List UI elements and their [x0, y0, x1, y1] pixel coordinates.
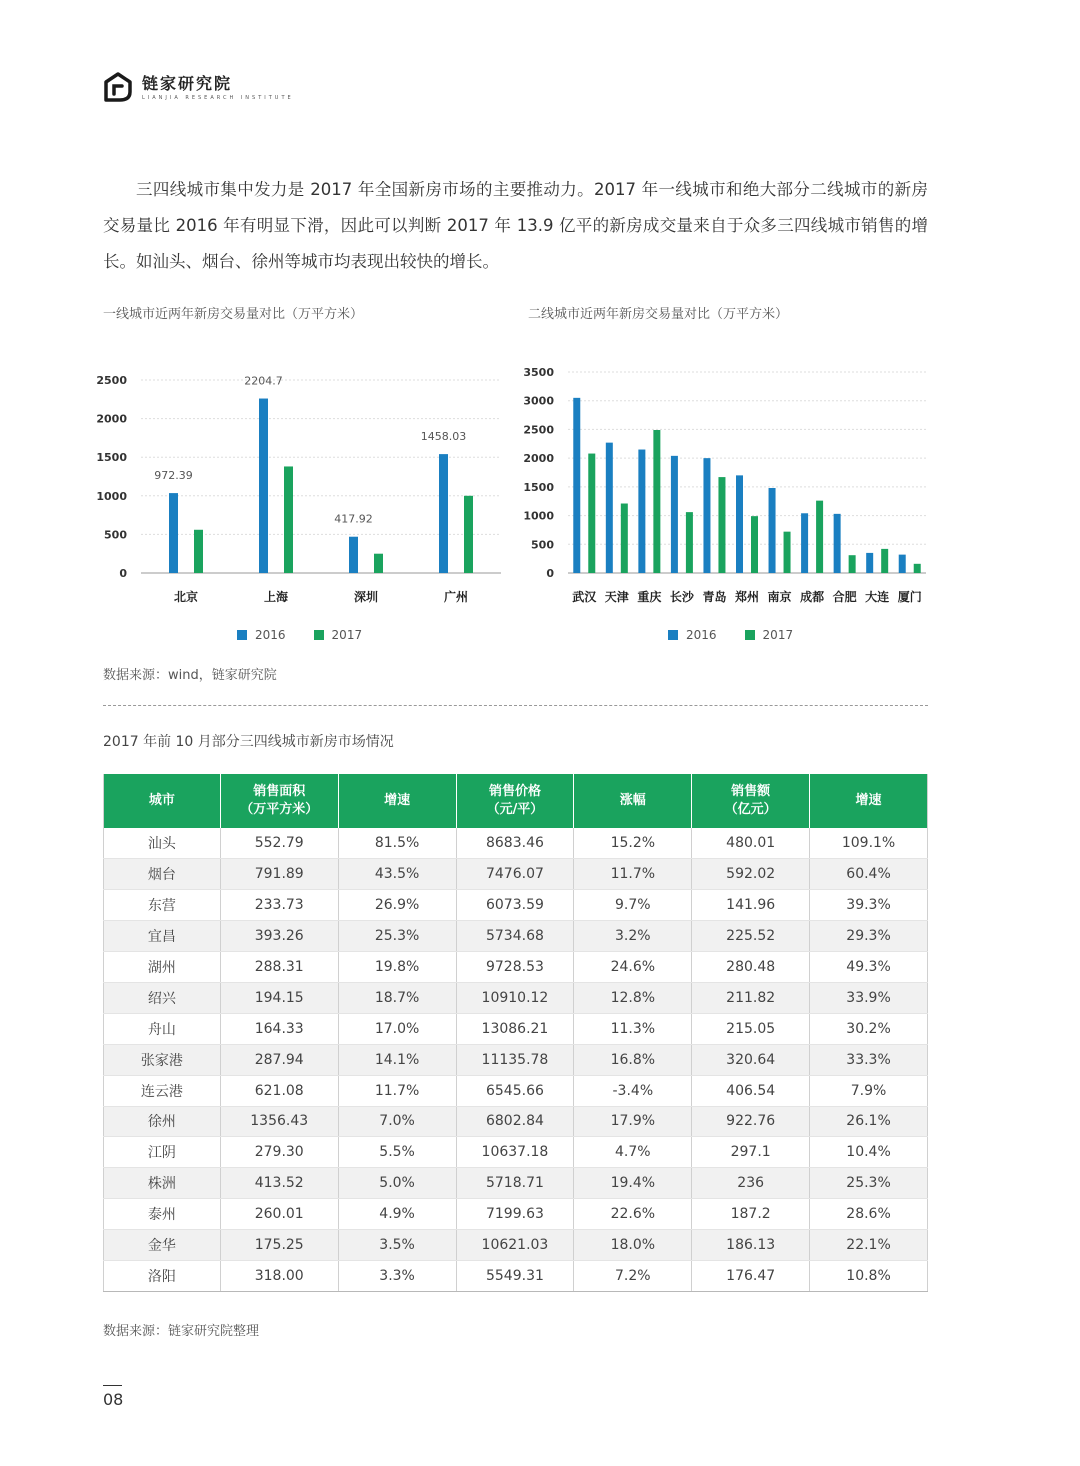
- bar-data-label: 1458.03: [420, 430, 467, 444]
- cell-area-growth: 81.5%: [338, 828, 456, 859]
- cell-price-change: 19.4%: [574, 1168, 692, 1199]
- cell-sales-amount: 186.13: [692, 1230, 810, 1261]
- header-label: 城市: [148, 793, 175, 808]
- bar-2017: [816, 501, 823, 573]
- cell-amount-growth: 60.4%: [810, 859, 928, 890]
- table-body: [104, 828, 928, 1291]
- page-number-rule: [103, 1385, 122, 1386]
- cell-area-growth: 3.5%: [338, 1230, 456, 1261]
- bar-2017: [686, 512, 693, 573]
- cell-city: 金华: [104, 1230, 221, 1261]
- cell-price-change: -3.4%: [574, 1075, 692, 1106]
- header-unit: （万平方米）: [240, 802, 319, 817]
- cell-area-growth: 11.7%: [338, 1075, 456, 1106]
- cell-price-change: 9.7%: [574, 890, 692, 921]
- table-row: [104, 1137, 928, 1168]
- cell-amount-growth: 26.1%: [810, 1106, 928, 1137]
- y-tick-label: 2500: [96, 374, 127, 387]
- cell-price-change: 7.2%: [574, 1260, 692, 1291]
- cell-price: 6545.66: [456, 1075, 574, 1106]
- y-tick-label: 500: [531, 538, 554, 552]
- y-tick-label: 1500: [523, 480, 554, 494]
- cell-price-change: 22.6%: [574, 1199, 692, 1230]
- cell-amount-growth: 7.9%: [810, 1075, 928, 1106]
- y-tick-label: 500: [104, 528, 127, 542]
- table-row: [104, 1106, 928, 1137]
- header-label: 销售价格: [488, 784, 541, 799]
- bar-2016: [671, 456, 678, 573]
- cell-sales-area: 260.01: [220, 1199, 338, 1230]
- lianjia-logo-icon: [100, 70, 136, 106]
- cell-sales-area: 791.89: [220, 859, 338, 890]
- cell-amount-growth: 109.1%: [810, 828, 928, 859]
- cell-sales-amount: 187.2: [692, 1199, 810, 1230]
- table-row: [104, 1044, 928, 1075]
- y-tick-label: 0: [119, 567, 127, 580]
- table-row: [104, 1168, 928, 1199]
- chart1: [96, 355, 503, 619]
- x-category-label: 天津: [604, 590, 629, 604]
- cell-sales-area: 175.25: [220, 1230, 338, 1261]
- bar-2017: [588, 454, 595, 573]
- cell-sales-area: 233.73: [220, 890, 338, 921]
- bar-2016: [638, 450, 645, 573]
- legend-swatch-2016: [237, 630, 247, 640]
- bar-2016: [736, 475, 743, 573]
- cell-price: 10910.12: [456, 982, 574, 1013]
- bar-2017: [784, 532, 791, 573]
- table-row: [104, 921, 928, 952]
- cell-amount-growth: 29.3%: [810, 921, 928, 952]
- header-price-change: [574, 774, 692, 828]
- cell-price-change: 17.9%: [574, 1106, 692, 1137]
- table-row: [104, 952, 928, 983]
- y-tick-label: 1000: [96, 489, 127, 503]
- cell-price-change: 16.8%: [574, 1044, 692, 1075]
- cell-sales-area: 279.30: [220, 1137, 338, 1168]
- header-price: [456, 774, 574, 828]
- cell-sales-area: 552.79: [220, 828, 338, 859]
- header-area-growth: [338, 774, 456, 828]
- bar-2016: [834, 514, 841, 573]
- cell-area-growth: 18.7%: [338, 982, 456, 1013]
- cell-price-change: 11.7%: [574, 859, 692, 890]
- bar-2016: [866, 553, 873, 573]
- x-category-label: 青岛: [702, 590, 727, 604]
- brand-subtitle: LIANJIA RESEARCH INSTITUTE: [142, 94, 294, 101]
- table-row: [104, 890, 928, 921]
- table-row: [104, 1260, 928, 1291]
- table-row: [104, 1199, 928, 1230]
- bar-2017: [653, 430, 660, 573]
- cell-area-growth: 43.5%: [338, 859, 456, 890]
- cell-price: 8683.46: [456, 828, 574, 859]
- table-row: [104, 859, 928, 890]
- page-number: 08: [103, 1390, 124, 1409]
- cell-city: 江阴: [104, 1137, 221, 1168]
- cell-price-change: 24.6%: [574, 952, 692, 983]
- bar-2017: [194, 530, 203, 573]
- y-tick-label: 1500: [96, 451, 127, 465]
- bar-2017: [621, 504, 628, 573]
- cell-amount-growth: 25.3%: [810, 1168, 928, 1199]
- header-unit: （亿元）: [724, 802, 777, 817]
- y-tick-label: 1000: [523, 509, 554, 523]
- cell-sales-amount: 922.76: [692, 1106, 810, 1137]
- cell-city: 徐州: [104, 1106, 221, 1137]
- bar-2017: [718, 477, 725, 573]
- cell-sales-area: 393.26: [220, 921, 338, 952]
- table-row: [104, 1230, 928, 1261]
- legend-label-2017: 2017: [762, 628, 794, 642]
- bar-data-label: 2204.7: [244, 374, 283, 388]
- x-category-label: 上海: [263, 590, 289, 604]
- legend-label-2017: 2017: [331, 628, 363, 642]
- y-tick-label: 2500: [523, 423, 554, 437]
- legend-item-2016: [237, 628, 286, 642]
- x-category-label: 南京: [767, 590, 792, 604]
- header: [100, 68, 294, 108]
- bar-2016: [439, 454, 448, 573]
- chart2: [523, 355, 928, 619]
- cell-amount-growth: 22.1%: [810, 1230, 928, 1261]
- cell-price: 7476.07: [456, 859, 574, 890]
- cell-price-change: 12.8%: [574, 982, 692, 1013]
- cell-price-change: 11.3%: [574, 1013, 692, 1044]
- cell-sales-amount: 480.01: [692, 828, 810, 859]
- cell-sales-amount: 141.96: [692, 890, 810, 921]
- cell-price-change: 4.7%: [574, 1137, 692, 1168]
- bar-2017: [849, 555, 856, 573]
- cell-area-growth: 7.0%: [338, 1106, 456, 1137]
- cell-sales-amount: 320.64: [692, 1044, 810, 1075]
- cell-city: 东营: [104, 890, 221, 921]
- cell-price: 5718.71: [456, 1168, 574, 1199]
- cell-city: 湖州: [104, 952, 221, 983]
- cell-area-growth: 5.5%: [338, 1137, 456, 1168]
- cell-price: 10621.03: [456, 1230, 574, 1261]
- section-divider: [103, 705, 928, 706]
- cell-price: 10637.18: [456, 1137, 574, 1168]
- y-tick-label: 0: [546, 567, 554, 580]
- chart1-title: 一线城市近两年新房交易量对比（万平方米）: [103, 307, 364, 322]
- table-row: [104, 1013, 928, 1044]
- cell-area-growth: 14.1%: [338, 1044, 456, 1075]
- y-tick-label: 2000: [96, 412, 127, 426]
- brand-name: 链家研究院: [142, 73, 233, 93]
- cell-city: 株洲: [104, 1168, 221, 1199]
- x-category-label: 重庆: [637, 590, 662, 604]
- cell-price: 6073.59: [456, 890, 574, 921]
- cell-price-change: 15.2%: [574, 828, 692, 859]
- table-header-row: [104, 774, 928, 828]
- cell-city: 汕头: [104, 828, 221, 859]
- cell-sales-amount: 406.54: [692, 1075, 810, 1106]
- table-title: 2017 年前 10 月部分三四线城市新房市场情况: [103, 734, 394, 750]
- bar-2016: [349, 537, 358, 573]
- bar-2017: [464, 496, 473, 573]
- chart2-title: 二线城市近两年新房交易量对比（万平方米）: [528, 307, 789, 322]
- cell-sales-area: 288.31: [220, 952, 338, 983]
- cell-sales-amount: 225.52: [692, 921, 810, 952]
- legend-swatch-2017: [314, 630, 324, 640]
- cell-area-growth: 3.3%: [338, 1260, 456, 1291]
- legend-item-2017: [314, 628, 363, 642]
- intro-paragraph: 三四线城市集中发力是 2017 年全国新房市场的主要推动力。2017 年一线城市和绝大部分二线城市的新房交易量比 2016 年有明显下滑，因此可以判断 2017 年 13.9 亿平的新房成交量来自于众多三四线城市销售的增长。如汕头、烟台、徐州等城市均表现出较快的增长。: [103, 180, 928, 271]
- chart2-legend: [668, 628, 793, 642]
- bar-2016: [899, 555, 906, 573]
- header-label: 销售面积: [253, 784, 306, 799]
- cell-amount-growth: 49.3%: [810, 952, 928, 983]
- legend-swatch-2017: [745, 630, 755, 640]
- cell-city: 洛阳: [104, 1260, 221, 1291]
- cell-sales-area: 1356.43: [220, 1106, 338, 1137]
- chart1-svg: [96, 355, 503, 615]
- cell-area-growth: 5.0%: [338, 1168, 456, 1199]
- header-label: 增速: [855, 793, 882, 808]
- chart2-svg: [523, 355, 928, 615]
- cell-area-growth: 4.9%: [338, 1199, 456, 1230]
- x-category-label: 北京: [173, 590, 199, 604]
- cell-price: 11135.78: [456, 1044, 574, 1075]
- cell-city: 宜昌: [104, 921, 221, 952]
- cell-sales-amount: 280.48: [692, 952, 810, 983]
- cell-city: 张家港: [104, 1044, 221, 1075]
- cell-sales-amount: 236: [692, 1168, 810, 1199]
- bar-2016: [801, 513, 808, 573]
- x-category-label: 成都: [800, 590, 825, 604]
- table-row: [104, 1075, 928, 1106]
- cell-city: 烟台: [104, 859, 221, 890]
- cell-sales-area: 318.00: [220, 1260, 338, 1291]
- cell-amount-growth: 33.3%: [810, 1044, 928, 1075]
- bar-2016: [606, 443, 613, 573]
- bar-2016: [259, 399, 268, 573]
- cell-area-growth: 26.9%: [338, 890, 456, 921]
- cell-sales-area: 164.33: [220, 1013, 338, 1044]
- x-category-label: 大连: [865, 590, 890, 604]
- legend-label-2016: 2016: [686, 628, 717, 642]
- table-source-note: 数据来源：链家研究院整理: [103, 1324, 260, 1339]
- bar-2016: [573, 398, 580, 573]
- cell-amount-growth: 10.4%: [810, 1137, 928, 1168]
- header-unit: （元/平）: [486, 802, 544, 817]
- legend-label-2016: 2016: [255, 628, 286, 642]
- x-category-label: 郑州: [734, 590, 760, 604]
- bar-2017: [751, 516, 758, 573]
- header-city: [104, 774, 221, 828]
- cell-city: 舟山: [104, 1013, 221, 1044]
- legend-swatch-2016: [668, 630, 678, 640]
- header-label: 涨幅: [619, 793, 646, 808]
- chart1-legend: [237, 628, 362, 642]
- cell-price-change: 3.2%: [574, 921, 692, 952]
- cell-price: 6802.84: [456, 1106, 574, 1137]
- legend-item-2016: [668, 628, 717, 642]
- cell-amount-growth: 10.8%: [810, 1260, 928, 1291]
- cell-price: 13086.21: [456, 1013, 574, 1044]
- cell-city: 泰州: [104, 1199, 221, 1230]
- x-category-label: 武汉: [572, 590, 597, 604]
- y-tick-label: 2000: [523, 452, 554, 466]
- header-label: 增速: [384, 793, 411, 808]
- cell-area-growth: 19.8%: [338, 952, 456, 983]
- cell-city: 绍兴: [104, 982, 221, 1013]
- cell-price: 9728.53: [456, 952, 574, 983]
- bar-2017: [284, 466, 293, 573]
- cell-city: 连云港: [104, 1075, 221, 1106]
- bar-2016: [703, 458, 710, 573]
- bar-2016: [169, 493, 178, 573]
- bar-2017: [881, 549, 888, 573]
- cell-amount-growth: 30.2%: [810, 1013, 928, 1044]
- cell-price: 5549.31: [456, 1260, 574, 1291]
- cell-amount-growth: 28.6%: [810, 1199, 928, 1230]
- cell-sales-amount: 297.1: [692, 1137, 810, 1168]
- cell-price: 7199.63: [456, 1199, 574, 1230]
- cell-area-growth: 25.3%: [338, 921, 456, 952]
- bar-2017: [374, 554, 383, 573]
- bar-data-label: 972.39: [154, 469, 193, 483]
- cell-amount-growth: 33.9%: [810, 982, 928, 1013]
- header-sales-amount: [692, 774, 810, 828]
- header-sales-area: [220, 774, 338, 828]
- x-category-label: 广州: [443, 590, 469, 604]
- bar-2017: [914, 564, 921, 573]
- bar-2016: [769, 488, 776, 573]
- legend-item-2017: [745, 628, 794, 642]
- cell-sales-amount: 176.47: [692, 1260, 810, 1291]
- city-market-table: [103, 774, 928, 1292]
- cell-sales-amount: 215.05: [692, 1013, 810, 1044]
- x-category-label: 合肥: [832, 590, 857, 604]
- cell-amount-growth: 39.3%: [810, 890, 928, 921]
- table-row: [104, 982, 928, 1013]
- bar-data-label: 417.92: [334, 512, 373, 526]
- cell-sales-amount: 592.02: [692, 859, 810, 890]
- cell-sales-area: 413.52: [220, 1168, 338, 1199]
- x-category-label: 长沙: [669, 590, 694, 604]
- table-row: [104, 828, 928, 859]
- cell-price: 5734.68: [456, 921, 574, 952]
- chart-source-note: 数据来源：wind，链家研究院: [103, 668, 277, 683]
- header-label: 销售额: [731, 784, 771, 799]
- header-amount-growth: [810, 774, 928, 828]
- cell-price-change: 18.0%: [574, 1230, 692, 1261]
- cell-sales-area: 194.15: [220, 982, 338, 1013]
- cell-sales-area: 287.94: [220, 1044, 338, 1075]
- x-category-label: 深圳: [353, 590, 379, 604]
- cell-area-growth: 17.0%: [338, 1013, 456, 1044]
- x-category-label: 厦门: [897, 590, 922, 604]
- y-tick-label: 3500: [523, 366, 554, 379]
- y-tick-label: 3000: [523, 394, 554, 408]
- cell-sales-amount: 211.82: [692, 982, 810, 1013]
- cell-sales-area: 621.08: [220, 1075, 338, 1106]
